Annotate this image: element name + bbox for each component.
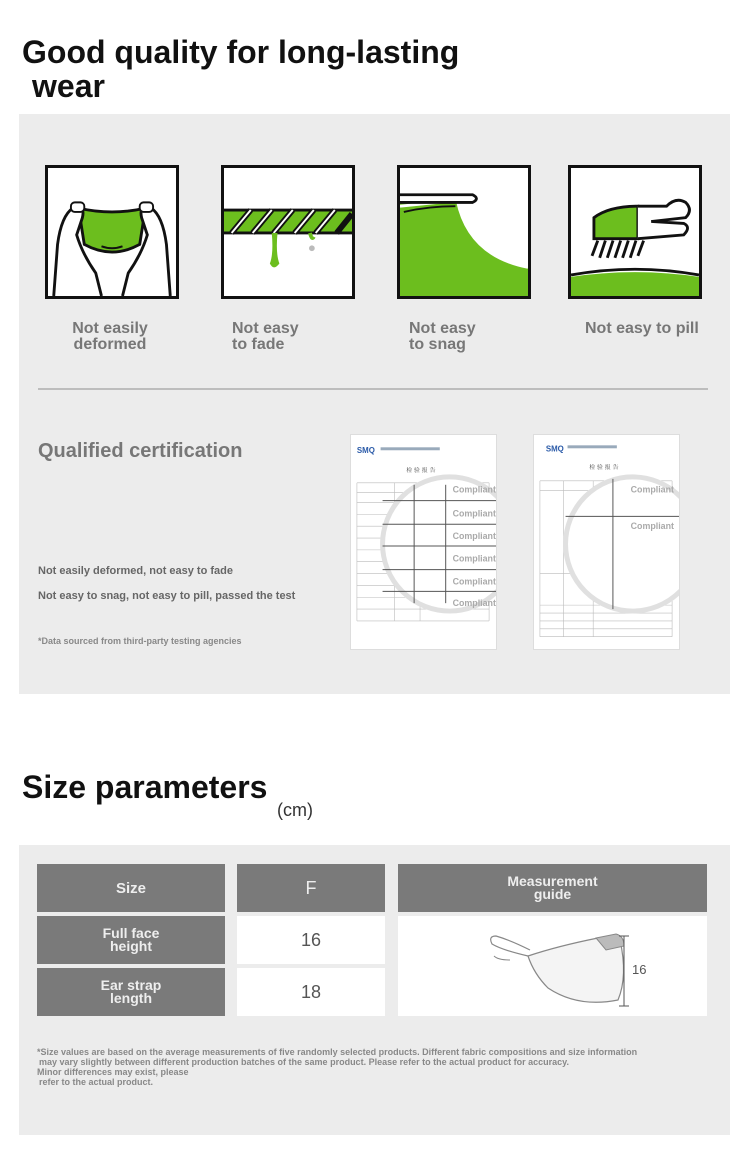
compliant-stamp: Compliant [452,553,496,564]
title-line-2: wear [32,68,105,104]
compliant-stamp: Compliant [452,484,496,495]
report-logo: SMQ [545,444,564,454]
footnote-line-1: *Size values are based on the average measurements of five randomly selected products. Different fabric compositions and size information [37,1047,638,1057]
footnote-line-4: refer to the actual product. [39,1077,154,1087]
stretch-icon [45,165,179,299]
row-label-face-height: Full face height [37,916,225,964]
table-header-guide: Measurement guide [398,864,707,912]
certification-note: *Data sourced from third-party testing agencies [38,636,242,646]
compliant-stamp: Compliant [630,521,674,532]
report-heading: 检 验 报 告 [406,467,436,474]
section-title-size: Size parameters [22,769,268,805]
section-title-quality [22,35,542,103]
guide-dimension-label: 16 [632,962,647,977]
compliant-stamp: Compliant [452,576,496,587]
table-header-f: F [237,864,385,912]
footnote-line-2: may vary slightly between different production batches of the same product. Please refer to the actual product for accuracy. [39,1057,569,1067]
certification-title: Qualified certification [38,440,243,462]
report-heading: 检 验 报 告 [589,465,619,472]
row-label-ear-strap: Ear strap length [37,968,225,1016]
test-report-document-2 [533,434,680,650]
feature-label-deform: Not easily deformed [72,320,148,353]
report-logo: SMQ [356,446,375,456]
quality-panel [19,114,730,694]
feature-label-snag: Not easy to snag [409,320,476,353]
compliant-stamp: Compliant [452,508,496,519]
certification-line-1: Not easily deformed, not easy to fade [38,565,233,577]
section-divider [38,388,708,390]
test-report-document-1 [350,434,497,650]
certification-line-2: Not easy to snag, not easy to pill, passed the test [38,590,296,602]
feature-label-fade: Not easy to fade [232,320,299,353]
compliant-stamp: Compliant [452,531,496,542]
table-header-size: Size [37,864,225,912]
size-panel [19,845,730,1135]
title-line-1: Good quality for long-lasting [22,34,460,70]
fabric-snag-icon [397,165,531,299]
twisted-rope-icon [221,165,355,299]
size-unit: (cm) [277,800,313,820]
row-value-face-height: 16 [237,916,385,964]
row-value-ear-strap: 18 [237,968,385,1016]
measurement-guide-image [398,916,707,1016]
compliant-stamp: Compliant [630,484,674,495]
footnote-line-3: Minor differences may exist, please [37,1067,189,1077]
brush-icon [568,165,702,299]
compliant-stamp: Compliant [452,598,496,609]
size-footnote [37,1047,737,1087]
feature-label-pill: Not easy to pill [585,320,699,337]
